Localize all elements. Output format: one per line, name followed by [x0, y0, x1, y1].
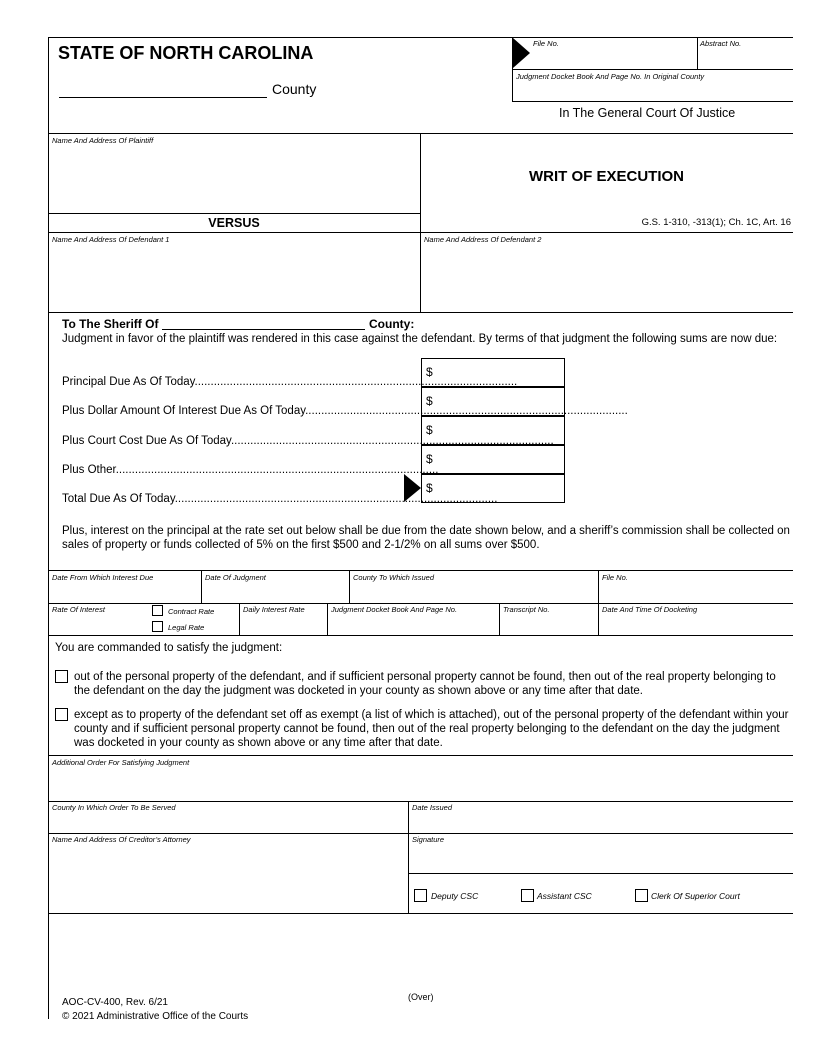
interest-note: Plus, interest on the principal at the rate set out below shall be due from the date shown below, and a sheriff’s commission shall be collected on sales of property or funds collected of 5% on the first $500 and 2-1/2% on all sums over $500. — [62, 525, 790, 551]
amount-box-interest[interactable]: $ — [421, 387, 565, 416]
deputy-csc-label: Deputy CSC — [431, 891, 479, 901]
grid-v2 — [349, 570, 350, 603]
county-served-label: County In Which Order To Be Served — [52, 803, 176, 812]
grid-v6 — [499, 603, 500, 635]
versus-line — [48, 213, 420, 214]
judgment-docket-label: Judgment Docket Book And Page No. In Original County — [516, 72, 705, 81]
county-label: County — [272, 81, 317, 97]
file-box-mid — [512, 69, 793, 70]
assistant-csc-checkbox[interactable] — [521, 889, 534, 902]
option2-checkbox[interactable] — [55, 708, 68, 721]
amount-label-court-cost: Plus Court Cost Due As Of Today..................................................................................................... — [62, 435, 554, 447]
option1-checkbox[interactable] — [55, 670, 68, 683]
grid-top — [48, 570, 793, 571]
grid-mid — [48, 603, 793, 604]
file-arrow-icon — [513, 38, 530, 68]
transcript-no-label: Transcript No. — [503, 605, 550, 614]
left-border — [48, 37, 49, 1019]
signature-label: Signature — [412, 835, 445, 844]
amount-box-principal[interactable]: $ — [421, 358, 565, 387]
county-issued-label: County To Which Issued — [353, 573, 435, 582]
amount-label-total: Total Due As Of Today..................................................................................................... — [62, 493, 498, 505]
total-arrow-icon — [404, 474, 421, 502]
top-border — [48, 37, 793, 38]
grid-v5 — [327, 603, 328, 635]
clerk-checkbox[interactable] — [635, 889, 648, 902]
docketing-label: Date And Time Of Docketing — [602, 605, 698, 614]
rate-interest-label: Rate Of Interest — [52, 605, 105, 614]
amount-label-other: Plus Other..................................................................................................... — [62, 464, 439, 476]
judgment-intro: Judgment in favor of the plaintiff was rendered in this case against the defendant. By terms of that judgment the following sums are now due: — [62, 333, 778, 345]
over-label: (Over) — [408, 992, 434, 1002]
state-title: STATE OF NORTH CAROLINA — [58, 43, 314, 63]
bottom-divider — [408, 801, 409, 913]
additional-order-top — [48, 755, 793, 756]
sheriff-county-label: County: — [369, 317, 415, 331]
file-box-bottom — [512, 101, 793, 102]
amount-label-principal: Principal Due As Of Today..................................................................................................... — [62, 376, 518, 388]
date-interest-label: Date From Which Interest Due — [52, 573, 154, 582]
grid-bottom — [48, 635, 793, 636]
date-issued-label: Date Issued — [412, 803, 453, 812]
grid-v3 — [598, 570, 599, 635]
grid-v1 — [201, 570, 202, 603]
clerk-label: Clerk Of Superior Court — [651, 891, 740, 901]
legal-rate-checkbox[interactable] — [152, 621, 163, 632]
amount-box-total[interactable]: $ — [421, 474, 565, 503]
date-judgment-label: Date Of Judgment — [205, 573, 266, 582]
deputy-csc-checkbox[interactable] — [414, 889, 427, 902]
form-number: AOC-CV-400, Rev. 6/21 — [62, 997, 168, 1008]
amount-box-other[interactable]: $ — [421, 445, 565, 474]
assistant-csc-label: Assistant CSC — [537, 891, 592, 901]
amount-box-court-cost[interactable]: $ — [421, 416, 565, 445]
amount-label-interest: Plus Dollar Amount Of Interest Due As Of Today..................................................................................................... — [62, 405, 628, 417]
contract-rate-checkbox[interactable] — [152, 605, 163, 616]
bottom-close-line — [48, 913, 793, 914]
legal-rate-label: Legal Rate — [168, 623, 205, 632]
county-served-top — [48, 801, 793, 802]
option1-text: out of the personal property of the defendant, and if sufficient personal property cannot be found, then out of the real property belonging to the defendant on the day the judgment was docketed in your county as shown above or any time after that date. — [74, 671, 776, 697]
copyright: © 2021 Administrative Office of the Courts — [62, 1011, 249, 1022]
docket-book-label: Judgment Docket Book And Page No. — [331, 605, 458, 614]
defendant-line — [48, 232, 793, 233]
defendant2-label: Name And Address Of Defendant 2 — [424, 235, 542, 244]
statute-reference: G.S. 1-310, -313(1); Ch. 1C, Art. 16 — [641, 217, 791, 228]
to-sheriff-label: To The Sheriff Of — [62, 317, 159, 331]
form-title: WRIT OF EXECUTION — [529, 168, 684, 185]
contract-rate-label: Contract Rate — [168, 607, 215, 616]
additional-order-label: Additional Order For Satisfying Judgment — [52, 758, 190, 767]
daily-rate-label: Daily Interest Rate — [243, 605, 305, 614]
sheriff-county-blank[interactable] — [162, 329, 365, 330]
sheriff-top — [48, 312, 793, 313]
abstract-no-label: Abstract No. — [700, 39, 742, 48]
command-intro: You are commanded to satisfy the judgment: — [55, 642, 283, 654]
court-name: In The General Court Of Justice — [559, 106, 736, 120]
county-blank[interactable] — [59, 97, 267, 98]
option2-text: except as to property of the defendant set off as exempt (a list of which is attached), out of the personal property of the defendant within your county and if sufficient personal property cannot be found, then out of the real property belonging to the defendant on the day the judgment was docketed in your county as shown above or any time after that date. — [74, 709, 789, 749]
file-no-label: File No. — [533, 39, 559, 48]
attorney-label: Name And Address Of Creditor’s Attorney — [52, 835, 191, 844]
file-box-divider — [697, 37, 698, 69]
attorney-top — [48, 833, 793, 834]
grid-file-no-label: File No. — [602, 573, 628, 582]
signature-line — [408, 873, 793, 874]
grid-v4 — [239, 603, 240, 635]
parties-divider — [420, 133, 421, 312]
defendant1-label: Name And Address Of Defendant 1 — [52, 235, 170, 244]
versus-label: VERSUS — [208, 216, 260, 230]
plaintiff-label: Name And Address Of Plaintiff — [52, 136, 154, 145]
